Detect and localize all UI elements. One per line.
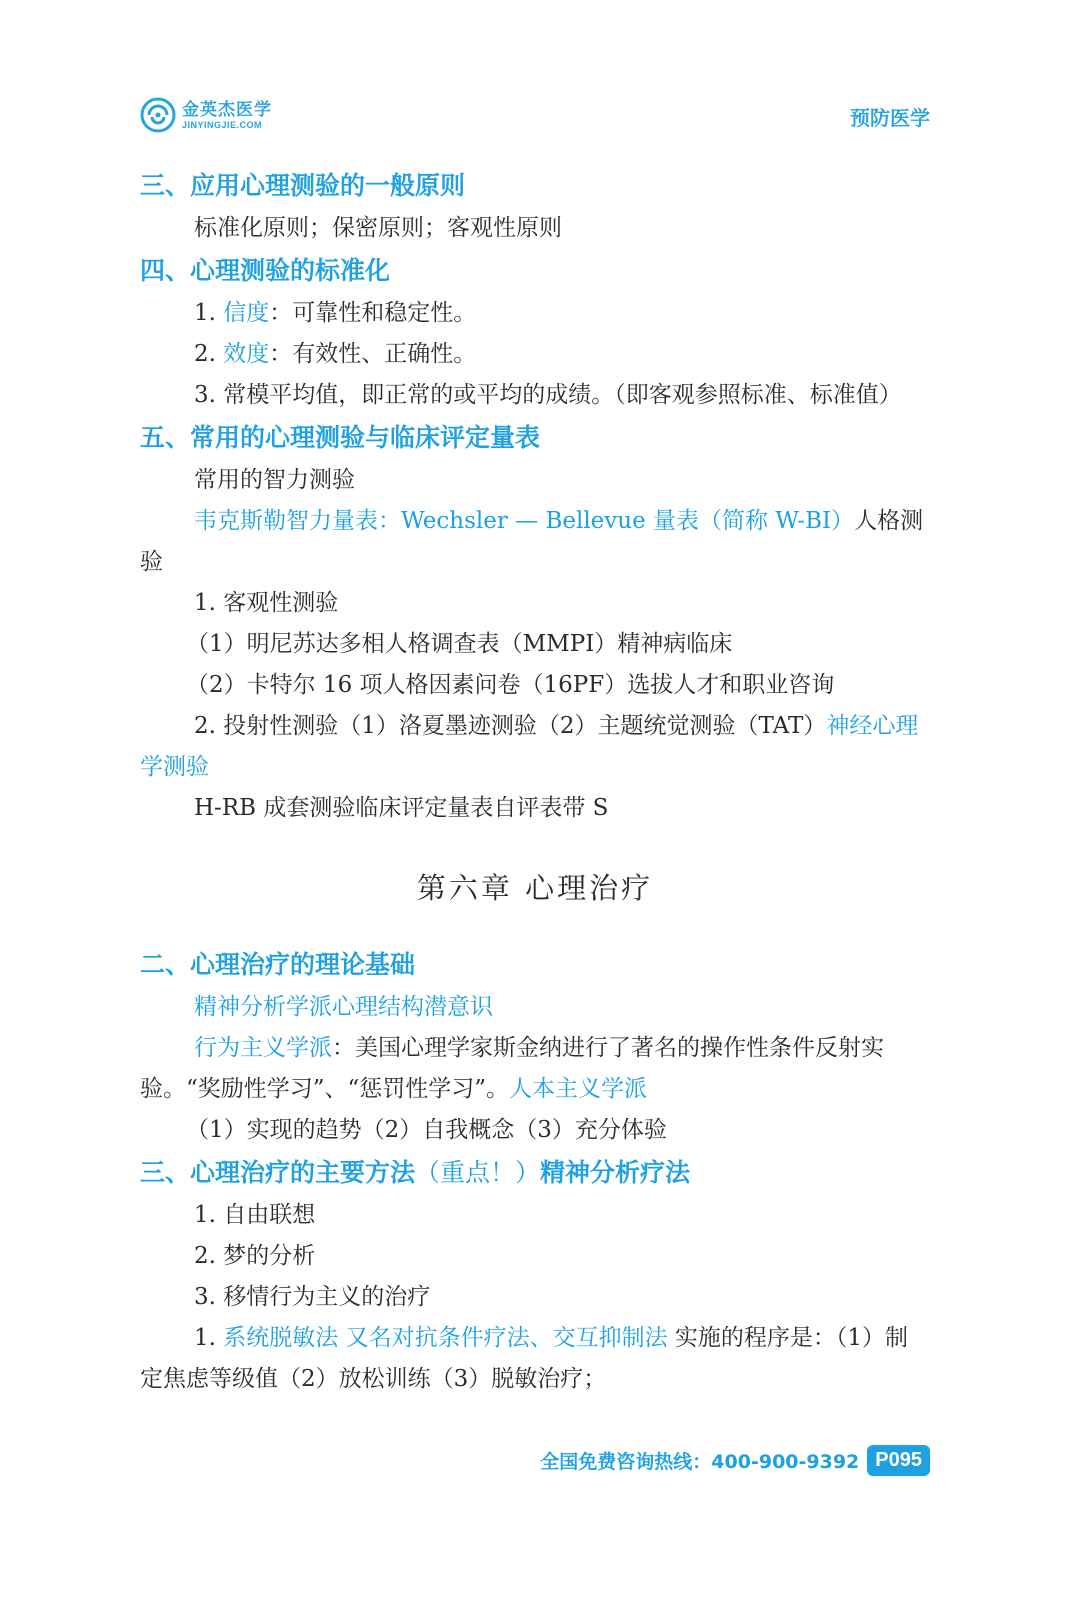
- reliability-item: 1. 信度：可靠性和稳定性。: [194, 300, 477, 326]
- transference-item: 3. 移情行为主义的治疗: [194, 1284, 431, 1310]
- humanism-items: （1）实现的趋势（2）自我概念（3）充分体验: [186, 1117, 667, 1143]
- behaviorism-term: 行为主义学派: [194, 1035, 332, 1061]
- section-heading-4: 四、心理测验的标准化: [140, 256, 391, 285]
- logo-swirl-icon: [140, 97, 176, 133]
- wechsler-scale: 韦克斯勒智力量表：Wechsler — Bellevue 量表（简称 W-BI）: [194, 508, 855, 534]
- subject-title: 预防医学: [850, 106, 930, 130]
- desensitization-term: 系统脱敏法 又名对抗条件疗法、交互抑制法: [223, 1325, 668, 1351]
- desensitization-paragraph: 1. 系统脱敏法 又名对抗条件疗法、交互抑制法 实施的程序是：（1）制定焦虑等级值（2）放松训练（3）脱敏治疗；: [140, 1325, 909, 1392]
- chapter-title: 第六章 心理治疗: [416, 871, 654, 905]
- page-footer: [540, 1445, 930, 1476]
- behaviorism-paragraph: 行为主义学派：美国心理学家斯金纳进行了著名的操作性条件反射实验。“奖励性学习”、“惩罚性学习”。人本主义学派: [140, 1035, 884, 1102]
- neuropsych-test: 神经心理学测验: [140, 713, 919, 780]
- reliability-term: 信度: [223, 300, 270, 326]
- validity-item: 2. 效度：有效性、正确性。: [194, 341, 477, 367]
- wechsler-paragraph: 韦克斯勒智力量表：Wechsler — Bellevue 量表（简称 W-BI）人格测验: [140, 508, 924, 575]
- norm-item: 3. 常模平均值，即正常的或平均的成绩。（即客观参照标准、标准值）: [194, 382, 902, 408]
- mmpi-item: （1）明尼苏达多相人格调查表（MMPI）精神病临床: [186, 631, 733, 657]
- principles-text: 标准化原则；保密原则；客观性原则: [194, 215, 562, 241]
- objective-test-item: 1. 客观性测验: [194, 590, 339, 616]
- dream-analysis-item: 2. 梦的分析: [194, 1243, 316, 1269]
- intelligence-test-label: 常用的智力测验: [194, 467, 355, 493]
- projective-test-paragraph: 2. 投射性测验（1）洛夏墨迹测验（2）主题统觉测验（TAT）神经心理学测验: [140, 713, 919, 780]
- hrb-battery-item: H-RB 成套测验临床评定量表自评表带 S: [194, 795, 609, 821]
- humanism-term: 人本主义学派: [509, 1076, 648, 1102]
- 16pf-item: （2）卡特尔 16 项人格因素问卷（16PF）选拔人才和职业咨询: [186, 672, 835, 698]
- hotline-text: 全国免费咨询热线：400-900-9392: [540, 1451, 860, 1473]
- chapter-section-heading-3: 三、心理治疗的主要方法（重点！）精神分析疗法: [140, 1158, 691, 1187]
- key-point-note: （重点！）: [415, 1158, 541, 1187]
- logo-domain: JINYINGJIE.COM: [182, 119, 263, 130]
- page-number-badge: P095: [867, 1445, 930, 1476]
- free-association-item: 1. 自由联想: [194, 1202, 316, 1228]
- chapter-section-heading-2: 二、心理治疗的理论基础: [140, 950, 416, 979]
- page-content: [140, 164, 930, 1400]
- brand-logo: [140, 97, 272, 133]
- logo-chinese-name: 金英杰医学: [182, 99, 272, 120]
- section-heading-3: 三、应用心理测验的一般原则: [140, 171, 466, 200]
- validity-term: 效度: [223, 341, 270, 367]
- section-heading-5: 五、常用的心理测验与临床评定量表: [140, 423, 541, 452]
- psychoanalysis-item: 精神分析学派心理结构潜意识: [194, 994, 493, 1020]
